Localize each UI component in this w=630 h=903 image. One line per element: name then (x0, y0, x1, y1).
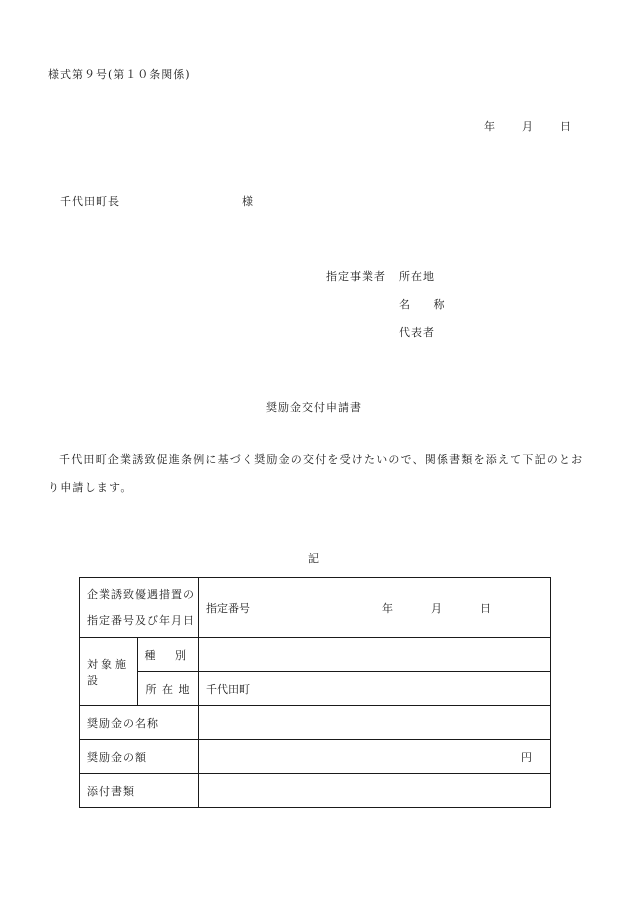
application-table (79, 577, 551, 808)
incentive-name-value[interactable] (199, 706, 551, 740)
body-text: 千代田町企業誘致促進条例に基づく奨励金の交付を受けたいので、関係書類を添えて下記のとおり申請します。 (48, 453, 584, 494)
body-paragraph (48, 446, 593, 502)
facility-location-label: 所 在 地 (138, 672, 199, 706)
facility-location-row (80, 672, 551, 706)
attachments-value[interactable] (199, 774, 551, 808)
addressee (60, 193, 253, 209)
incentive-amount-value[interactable] (199, 740, 551, 774)
facility-kind-row (80, 638, 551, 672)
incentive-name-label: 奨励金の名称 (80, 706, 199, 740)
facility-kind-value[interactable] (199, 638, 551, 672)
designation-month-label: 月 (431, 601, 443, 615)
attachments-label: 添付書類 (80, 774, 199, 808)
designation-label-cell (80, 578, 199, 638)
date-year-label: 年 (484, 120, 495, 133)
addressee-title: 千代田町長 (60, 195, 120, 208)
incentive-amount-row (80, 740, 551, 774)
designation-label-line2: 指定番号及び年月日 (87, 613, 195, 627)
yen-unit: 円 (521, 750, 532, 764)
designation-row (80, 578, 551, 638)
addressee-honorific: 様 (242, 195, 253, 208)
designation-value-cell[interactable] (199, 578, 551, 638)
date-day-label: 日 (560, 120, 571, 133)
applicant-label: 指定事業者 (326, 270, 386, 283)
applicant-name-label: 名 称 (399, 298, 455, 311)
incentive-name-row (80, 706, 551, 740)
document-title: 奨励金交付申請書 (266, 401, 362, 414)
date-month-label: 月 (522, 120, 533, 133)
designation-label-line1: 企業誘致優遇措置の (87, 587, 195, 601)
designation-day-label: 日 (480, 601, 492, 615)
form-number: 様式第９号(第１０条関係) (48, 68, 191, 81)
facility-location-value[interactable]: 千代田町 (199, 672, 551, 706)
designation-year-label: 年 (382, 601, 394, 615)
ki-label: 記 (308, 552, 319, 565)
designation-number-label: 指定番号 (206, 601, 251, 615)
incentive-amount-label: 奨励金の額 (80, 740, 199, 774)
facility-group-label: 対象施設 (80, 638, 138, 706)
applicant-representative-label: 代表者 (399, 326, 435, 339)
applicant-address-label: 所在地 (399, 270, 435, 283)
facility-kind-label: 種 別 (138, 638, 199, 672)
attachments-row (80, 774, 551, 808)
application-date (484, 118, 571, 134)
